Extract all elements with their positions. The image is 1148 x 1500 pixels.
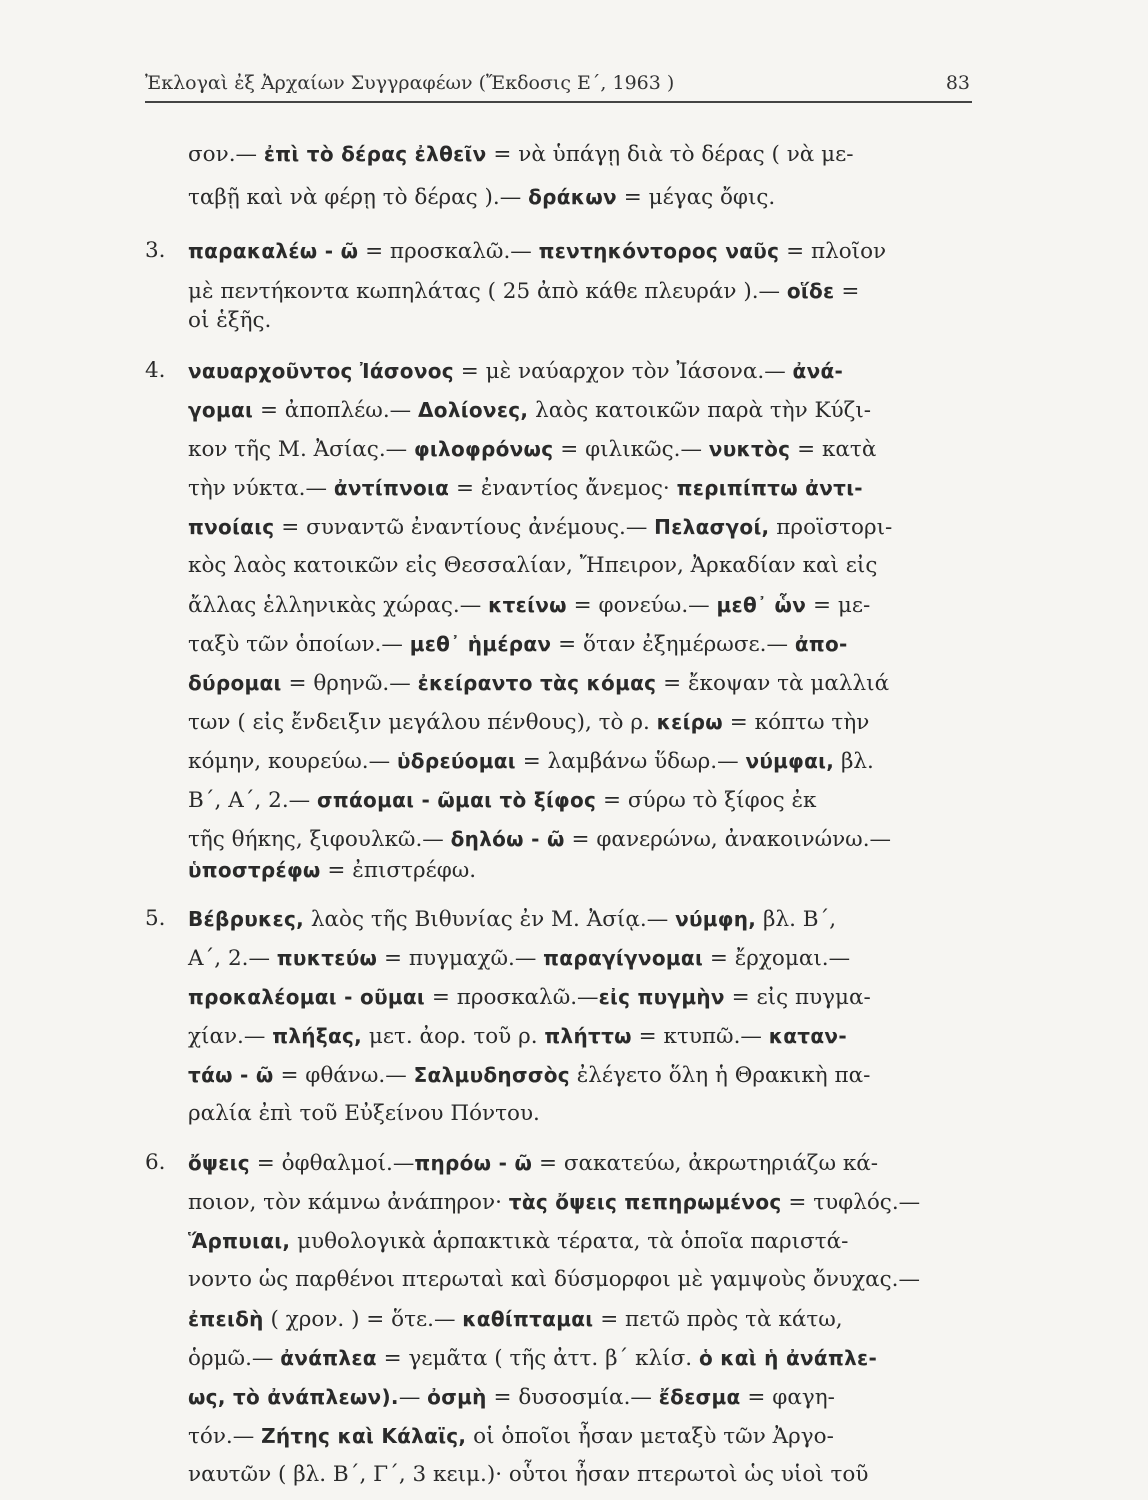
glossary-line — [145, 1381, 971, 1413]
glossary-line — [145, 275, 971, 307]
line-text: δύρομαι = θρηνῶ.— ἐκείραντο τὰς κόμας = ἔκοψαν τὰ μαλλιά — [188, 671, 890, 696]
line-text: μὲ πεντήκοντα κωπηλάτας ( 25 ἀπὸ κάθε πλευράν ).— οἵδε = — [188, 279, 860, 304]
line-text: οἱ ἑξῆς. — [188, 308, 272, 333]
glossary-line — [145, 355, 971, 387]
line-text: ὄψεις = ὀφθαλμοί.—πηρόω - ῶ = σακατεύω, ἀκρωτηριάζω κά- — [188, 1151, 879, 1176]
line-text: τῆς θήκης, ξιφουλκῶ.— δηλόω - ῶ = φανερώνω, ἀνακοινώνω.— — [188, 827, 892, 852]
line-text: πνοίαις = συναντῶ ἐναντίους ἀνέμους.— Πελασγοί, προϊστορι- — [188, 515, 893, 540]
glossary-line — [145, 854, 971, 886]
line-text: κον τῆς Μ. Ἀσίας.— φιλοφρόνως = φιλικῶς.— νυκτὸς = κατὰ — [188, 437, 877, 462]
line-text: προκαλέομαι - οῦμαι = προσκαλῶ.—εἰς πυγμὴν = εἰς πυγμα- — [188, 985, 871, 1010]
glossary-line — [145, 550, 971, 582]
entry-number: 4. — [145, 358, 166, 383]
glossary-line — [145, 784, 971, 816]
line-text: σον.— ἐπὶ τὸ δέρας ἐλθεῖν = νὰ ὑπάγῃ διὰ τὸ δέρας ( νὰ με- — [188, 142, 854, 167]
entry-number: 5. — [145, 906, 166, 931]
line-text: Α΄, 2.— πυκτεύω = πυγμαχῶ.— παραγίγνομαι = ἔρχομαι.— — [188, 946, 851, 971]
line-text: τόν.— Ζήτης καὶ Κάλαϊς, οἱ ὁποῖοι ἦσαν μεταξὺ τῶν Ἀργο- — [188, 1424, 834, 1449]
line-text: ναυαρχοῦντος Ἰάσονος = μὲ ναύαρχον τὸν Ἰάσονα.— ἀνά- — [188, 359, 844, 384]
running-header — [145, 72, 970, 94]
page-number: 83 — [945, 72, 970, 94]
glossary-line — [145, 138, 971, 170]
glossary-line — [145, 1264, 971, 1296]
glossary-line — [145, 433, 971, 465]
glossary-line — [145, 472, 971, 504]
glossary-line — [145, 1420, 971, 1452]
line-text: ραλία ἐπὶ τοῦ Εὐξείνου Πόντου. — [188, 1101, 540, 1126]
line-text: Βέβρυκες, λαὸς τῆς Βιθυνίας ἐν Μ. Ἀσίᾳ.— νύμφη, βλ. Β΄, — [188, 907, 837, 932]
line-text: χίαν.— πλήξας, μετ. ἀορ. τοῦ ρ. πλήττω = κτυπῶ.— καταν- — [188, 1024, 847, 1049]
line-text: ἐπειδὴ ( χρον. ) = ὅτε.— καθίπταμαι = πετῶ πρὸς τὰ κάτω, — [188, 1307, 843, 1332]
header-rule — [145, 101, 972, 103]
glossary-line — [145, 1020, 971, 1052]
line-text: κὸς λαὸς κατοικῶν εἰς Θεσσαλίαν, Ἤπειρον, Ἀρκαδίαν καὶ εἰς — [188, 553, 878, 578]
glossary-line — [145, 903, 971, 935]
glossary-line — [145, 1098, 971, 1130]
line-text: ὁρμῶ.— ἀνάπλεα = γεμᾶτα ( τῆς ἀττ. β΄ κλίσ. ὁ καὶ ἡ ἀνάπλε- — [188, 1346, 878, 1371]
line-text: τάω - ῶ = φθάνω.— Σαλμυδησσὸς ἐλέγετο ὅλη ἡ Θρακικὴ πα- — [188, 1063, 871, 1088]
line-text: ταξὺ τῶν ὁποίων.— μεθ᾽ ἡμέραν = ὅταν ἐξημέρωσε.— ἀπο- — [188, 632, 848, 657]
line-text: Ἅρπυιαι, μυθολογικὰ ἁρπακτικὰ τέρατα, τὰ ὁποῖα παριστά- — [188, 1229, 849, 1254]
line-text: ποιον, τὸν κάμνω ἀνάπηρον· τὰς ὄψεις πεπηρωμένος = τυφλός.— — [188, 1190, 921, 1215]
line-text: των ( εἰς ἔνδειξιν μεγάλου πένθους), τὸ ρ. κείρω = κόπτω τὴν — [188, 710, 870, 735]
glossary-line — [145, 1147, 971, 1179]
glossary-line — [145, 745, 971, 777]
glossary-line — [145, 181, 971, 213]
line-text: παρακαλέω - ῶ = προσκαλῶ.— πεντηκόντορος ναῦς = πλοῖον — [188, 239, 887, 264]
line-text: ταβῇ καὶ νὰ φέρῃ τὸ δέρας ).— δράκων = μέγας ὄφις. — [188, 185, 776, 210]
line-text: κόμην, κουρεύω.— ὑδρεύομαι = λαμβάνω ὕδωρ.— νύμφαι, βλ. — [188, 749, 874, 774]
glossary-line — [145, 589, 971, 621]
glossary-line — [145, 511, 971, 543]
glossary-line — [145, 1186, 971, 1218]
glossary-line — [145, 823, 971, 855]
glossary-line — [145, 1342, 971, 1374]
line-text: ως, τὸ ἀνάπλεων).— ὀσμὴ = δυσοσμία.— ἔδεσμα = φαγη- — [188, 1385, 835, 1410]
glossary-line — [145, 1303, 971, 1335]
glossary-line — [145, 667, 971, 699]
line-text: ναυτῶν ( βλ. Β΄, Γ΄, 3 κειμ.)· οὗτοι ἦσαν πτερωτοὶ ὡς υἱοὶ τοῦ — [188, 1462, 869, 1487]
glossary-line — [145, 305, 971, 337]
glossary-line — [145, 706, 971, 738]
line-text: τὴν νύκτα.— ἀντίπνοια = ἐναντίος ἄνεμος· περιπίπτω ἀντι- — [188, 476, 863, 501]
glossary-line — [145, 235, 971, 267]
glossary-line — [145, 942, 971, 974]
line-text: νοντο ὡς παρθένοι πτερωταὶ καὶ δύσμορφοι μὲ γαμψοὺς ὄνυχας.— — [188, 1267, 920, 1292]
glossary-line — [145, 1059, 971, 1091]
glossary-line — [145, 981, 971, 1013]
line-text: γομαι = ἀποπλέω.— Δολίονες, λαὸς κατοικῶν παρὰ τὴν Κύζι- — [188, 398, 872, 423]
glossary-line — [145, 628, 971, 660]
entry-number: 3. — [145, 238, 166, 263]
glossary-line — [145, 1459, 971, 1491]
line-text: ὑποστρέφω = ἐπιστρέφω. — [188, 858, 477, 883]
header-title: Ἐκλογαὶ ἐξ Ἀρχαίων Συγγραφέων (Ἔκδοσις Ε΄, 1963 ) — [145, 72, 675, 94]
glossary-line — [145, 394, 971, 426]
glossary-line — [145, 1225, 971, 1257]
entry-number: 6. — [145, 1150, 166, 1175]
line-text: ἄλλας ἑλληνικὰς χώρας.— κτείνω = φονεύω.— μεθ᾽ ὧν = με- — [188, 593, 871, 618]
line-text: Β΄, Α΄, 2.— σπάομαι - ῶμαι τὸ ξίφος = σύρω τὸ ξίφος ἐκ — [188, 788, 817, 813]
